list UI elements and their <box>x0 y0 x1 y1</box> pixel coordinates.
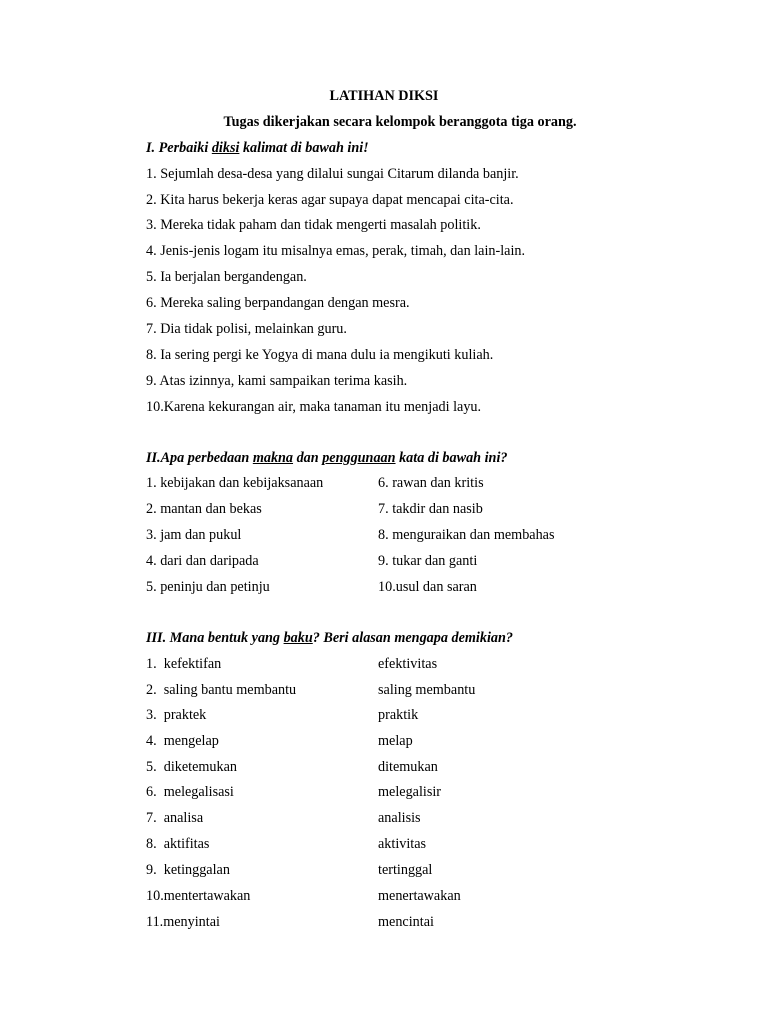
document-title: LATIHAN DIKSI <box>329 88 439 104</box>
row-right: 6. rawan dan kritis <box>378 475 484 491</box>
row-right: tertinggal <box>378 862 433 878</box>
section2-heading: II.Apa perbedaan makna dan penggunaan kata di bawah ini? <box>146 450 508 466</box>
row-right: ditemukan <box>378 759 438 775</box>
document-subtitle: Tugas dikerjakan secara kelompok beranggota tiga orang. <box>223 114 577 130</box>
row-left: 11.menyintai <box>146 914 220 930</box>
list-item: 6. Mereka saling berpandangan dengan mesra. <box>146 295 410 311</box>
table-row <box>146 758 626 776</box>
row-left: 8. aktifitas <box>146 836 210 852</box>
table-row <box>146 913 626 931</box>
row-right: menertawakan <box>378 888 461 904</box>
table-row <box>146 861 626 879</box>
list-item: 5. Ia berjalan bergandengan. <box>146 269 307 285</box>
list-item: 10.Karena kekurangan air, maka tanaman itu menjadi layu. <box>146 399 482 415</box>
table-row <box>146 732 626 750</box>
row-right: efektivitas <box>378 656 438 672</box>
table-row <box>146 783 626 801</box>
row-right: mencintai <box>378 914 434 930</box>
list-item: 3. Mereka tidak paham dan tidak mengerti masalah politik. <box>146 217 481 233</box>
list-item: 2. Kita harus bekerja keras agar supaya dapat mencapai cita-cita. <box>146 192 514 208</box>
row-right: 8. menguraikan dan membahas <box>378 527 555 543</box>
table-row <box>146 681 626 699</box>
table-row <box>146 552 626 570</box>
row-right: 9. tukar dan ganti <box>378 553 478 569</box>
section1-heading: I. Perbaiki diksi kalimat di bawah ini! <box>146 140 369 156</box>
row-right: saling membantu <box>378 682 476 698</box>
row-right: praktik <box>378 707 419 723</box>
row-left: 3. praktek <box>146 707 207 723</box>
row-right: 10.usul dan saran <box>378 579 477 595</box>
table-row <box>146 500 626 518</box>
row-left: 2. saling bantu membantu <box>146 682 297 698</box>
row-left: 1. kefektifan <box>146 656 222 672</box>
row-left: 5. diketemukan <box>146 759 238 775</box>
row-left: 4. mengelap <box>146 733 219 749</box>
table-row <box>146 655 626 673</box>
row-left: 2. mantan dan bekas <box>146 501 262 517</box>
table-row <box>146 887 626 905</box>
row-left: 5. peninju dan petinju <box>146 579 270 595</box>
table-row <box>146 706 626 724</box>
list-item: 9. Atas izinnya, kami sampaikan terima kasih. <box>146 373 408 389</box>
row-left: 10.mentertawakan <box>146 888 251 904</box>
table-row <box>146 809 626 827</box>
table-row <box>146 526 626 544</box>
row-right: melap <box>378 733 413 749</box>
row-right: aktivitas <box>378 836 427 852</box>
row-right: melegalisir <box>378 784 442 800</box>
row-left: 3. jam dan pukul <box>146 527 242 543</box>
table-row <box>146 578 626 596</box>
row-left: 1. kebijakan dan kebijaksanaan <box>146 475 324 491</box>
row-left: 7. analisa <box>146 810 204 826</box>
list-item: 4. Jenis-jenis logam itu misalnya emas, perak, timah, dan lain-lain. <box>146 243 526 259</box>
row-right: analisis <box>378 810 421 826</box>
section3-heading: III. Mana bentuk yang baku? Beri alasan mengapa demikian? <box>146 630 513 646</box>
row-left: 9. ketinggalan <box>146 862 230 878</box>
table-row <box>146 474 626 492</box>
list-item: 8. Ia sering pergi ke Yogya di mana dulu ia mengikuti kuliah. <box>146 347 494 363</box>
row-right: 7. takdir dan nasib <box>378 501 483 517</box>
table-row <box>146 835 626 853</box>
row-left: 4. dari dan daripada <box>146 553 259 569</box>
row-left: 6. melegalisasi <box>146 784 234 800</box>
list-item: 1. Sejumlah desa-desa yang dilalui sungai Citarum dilanda banjir. <box>146 166 519 182</box>
list-item: 7. Dia tidak polisi, melainkan guru. <box>146 321 347 337</box>
